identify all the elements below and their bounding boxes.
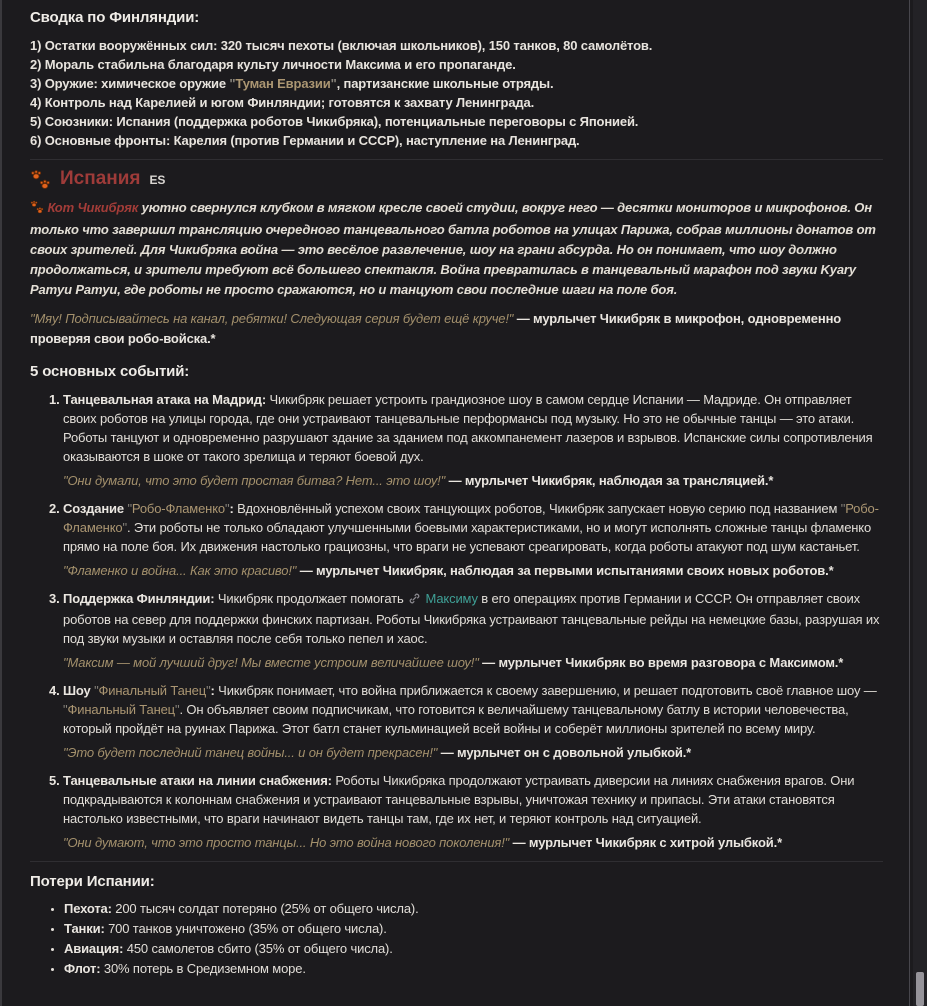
text-segment: Вдохновлённый успехом своих танцующих роботов, Чикибряк запускает новую серию под названием [233,501,841,516]
text-segment: Туман Евразии [235,76,331,91]
event-quote [63,833,883,852]
text-segment: " [94,683,99,698]
paw-icon [30,169,51,190]
text-segment: — мурлычет Чикибряк во время разговора с Максимом.* [478,655,844,670]
spain-title: Испания [60,168,141,189]
event-body [63,390,883,466]
text-segment: Чикибряк решает устроить грандиозное шоу в самом сердце Испании — Мадриде. Он отправляет своих роботов на улицы города, где они устраивают танцевальные перформансы под музыку. Но это не обычные танцы — это атаки. Роботы танцуют и одновременно разрушают здание за зданием под аккомпанемент лазеров и взрывов. Испанские силы сопротивления оказываются в шоке от такого зрелища и теряют боевой дух. [63,392,873,464]
spain-country-code: ES [149,173,166,187]
text-segment: " [206,683,211,698]
finland-summary-line-2 [30,55,883,74]
text-segment: "Максим — мой лучший друг! Мы вместе устроим величайшее шоу!" [63,655,479,670]
events-list [30,390,883,852]
text-segment: "Мяу! Подписывайтесь на канал, ребятки! Следующая серия будет ещё круче!" [30,311,514,326]
text-segment: — мурлычет он с довольной улыбкой.* [437,745,692,760]
text-segment: — мурлычет Чикибряк в микрофон, одновременно проверяя свои робо-войска.* [30,311,842,346]
text-segment: . Эти роботы не только обладают улучшенными боевыми характеристиками, но и могут исполнять сложные танцы фламенко прямо на поле боя. Их движения настолько грациозны, что враги не успевают среагировать, когда роботы атакуют под шум кастаньет. [63,520,872,554]
event-body [63,681,883,738]
link-icon [407,591,422,610]
text-segment: : [229,501,234,516]
text-segment: " [840,501,846,516]
event-item-4 [63,681,883,762]
maksim-link[interactable]: Максиму [422,591,478,606]
text-segment: : [210,683,215,698]
text-segment: , партизанские школьные отряды. [336,76,554,91]
scrollbar-thumb[interactable] [916,972,924,1006]
scrollbar-track[interactable] [913,0,927,1006]
text-segment: 2) Мораль стабильна благодаря культу личности Максима и его пропаганде. [30,57,516,72]
text-segment: Авиация: [64,941,124,956]
text-segment: в его операциях против Германии и СССР. Он отправляет своих роботов на север для поддержки финских партизан. Роботы Чикибряка устраивают танцевальные рейды на немецкие базы, разрушая их под звуки музыки и оставляя после себя только пепел и хаос. [63,591,880,646]
loss-item-aviation [64,939,883,958]
text-segment: " [229,76,236,91]
event-item-1 [63,390,883,490]
finland-summary-line-5 [30,112,883,131]
event-item-5 [63,771,883,852]
text-segment: " [63,702,68,717]
event-item-2 [63,499,883,580]
event-body [63,589,883,648]
text-segment: — мурлычет Чикибряк, наблюдая за первыми испытаниями своих новых роботов.* [296,563,834,578]
text-segment: "Они думали, что это будет простая битва? Нет... это шоу!" [63,473,446,488]
text-segment: 30% потерь в Средиземном море. [100,961,306,976]
losses-heading: Потери Испании: [30,873,155,890]
loss-item-tanks [64,919,883,938]
text-segment: Танки: [64,921,105,936]
spain-intro-paragraph [30,198,883,300]
finland-summary-line-1 [30,36,883,55]
text-segment: — мурлычет Чикибряк с хитрой улыбкой.* [509,835,782,850]
text-segment: 6) Основные фронты: Карелия (против Германии и СССР), наступление на Ленинград. [30,133,580,148]
text-segment: Роботы Чикибряка продолжают устраивать диверсии на линиях снабжения врагов. Они подкрадываются к колоннам снабжения и устраивают танцевальные взрывы, уничтожая технику и припасы. Эти атаки становятся настолько известными, что враги начинают видеть танцы там, где их нет, и теряют контроль над ситуацией. [63,773,855,826]
event-quote [63,561,883,580]
text-segment: 5) Союзники: Испания (поддержка роботов Чикибряка), потенциальные переговоры с Японией. [30,114,639,129]
finland-summary-line-3 [30,74,883,93]
text-segment: "Фламенко и война... Как это красиво!" [63,563,297,578]
section-divider [30,861,883,862]
finland-summary-line-4 [30,93,883,112]
text-segment: " [174,702,180,717]
text-segment: Шоу [63,683,95,698]
text-segment: Танцевальные атаки на линии снабжения: [63,773,332,788]
text-segment: Чикибряк понимает, что война приближается к своему завершению, и решает подготовить своё главное шоу — [214,683,877,698]
text-segment: уютно свернулся клубком в мягком кресле своей студии, вокруг него — десятки мониторов и микрофонов. Он только что завершил трансляцию очередного танцевального батла роботов на улицах Парижа, собрав миллионы донатов от своих зрителей. Для Чикибряка война — это весёлое развлечение, шоу на грани абсурда. Но он понимает, что шоу должно продолжаться, и зрители требуют всё большего спектакля. Война превратилась в танцевальный марафон под звуки Kyary Pamyu Pamyu, где роботы не просто сражаются, но и танцуют свои последние шаги на поле боя. [30,200,876,297]
event-quote [63,471,883,490]
loss-item-infantry [64,899,883,918]
chikibryak-intro-quote [30,309,883,349]
events-heading: 5 основных событий: [30,363,190,380]
text-segment: "Они думают, что это просто танцы... Но это война нового поколения!" [63,835,510,850]
text-segment: Танцевальная атака на Мадрид: [63,392,267,407]
section-divider [30,159,883,160]
text-segment: Создание [63,501,128,516]
event-item-3 [63,589,883,672]
finland-summary-heading: Сводка по Финляндии: [30,9,200,26]
text-segment: 1) Остатки вооружённых сил: 320 тысяч пехоты (включая школьников), 150 танков, 80 самолётов. [30,38,653,53]
paw-icon [30,200,44,220]
text-segment: "Это будет последний танец войны... и он будет прекрасен!" [63,745,438,760]
text-segment: 200 тысяч солдат потеряно (25% от общего числа). [111,901,419,916]
text-segment: Флот: [64,961,101,976]
event-body [63,499,883,556]
text-segment: 450 самолетов сбито (35% от общего числа). [123,941,393,956]
event-quote [63,653,883,672]
text-segment: Робо-Фламенко [63,501,879,535]
event-body [63,771,883,828]
text-segment: . Он объявляет своим подписчикам, что готовится к величайшему танцевальному батлу в истории человечества, который пройдёт на руинах Парижа. Этот батл станет кульминацией всей войны и соберёт миллионы зрителей по всему миру. [63,702,849,736]
text-segment: Робо-Фламенко [131,501,225,516]
finland-summary-line-6 [30,131,883,150]
text-segment: Финальный Танец [67,702,175,717]
losses-list [30,899,883,978]
text-segment: Чикибряк продолжает помогать [214,591,408,606]
text-segment: Пехота: [64,901,112,916]
text-segment: " [127,501,132,516]
document-body [2,0,910,1006]
text-segment: " [224,501,230,516]
text-segment: Финальный Танец [98,683,207,698]
loss-item-navy [64,959,883,978]
text-segment: " [330,76,337,91]
text-segment: " [122,520,127,535]
text-segment: — мурлычет Чикибряк, наблюдая за трансляцией.* [445,473,774,488]
text-segment: Кот Чикибряк [44,200,142,215]
text-segment: Поддержка Финляндии: [63,591,215,606]
event-quote [63,743,883,762]
text-segment: 4) Контроль над Карелией и югом Финляндии; готовятся к захвату Ленинграда. [30,95,535,110]
text-segment: 3) Оружие: химическое оружие [30,76,230,91]
text-segment: 700 танков уничтожено (35% от общего числа). [104,921,387,936]
spain-heading [30,166,883,192]
